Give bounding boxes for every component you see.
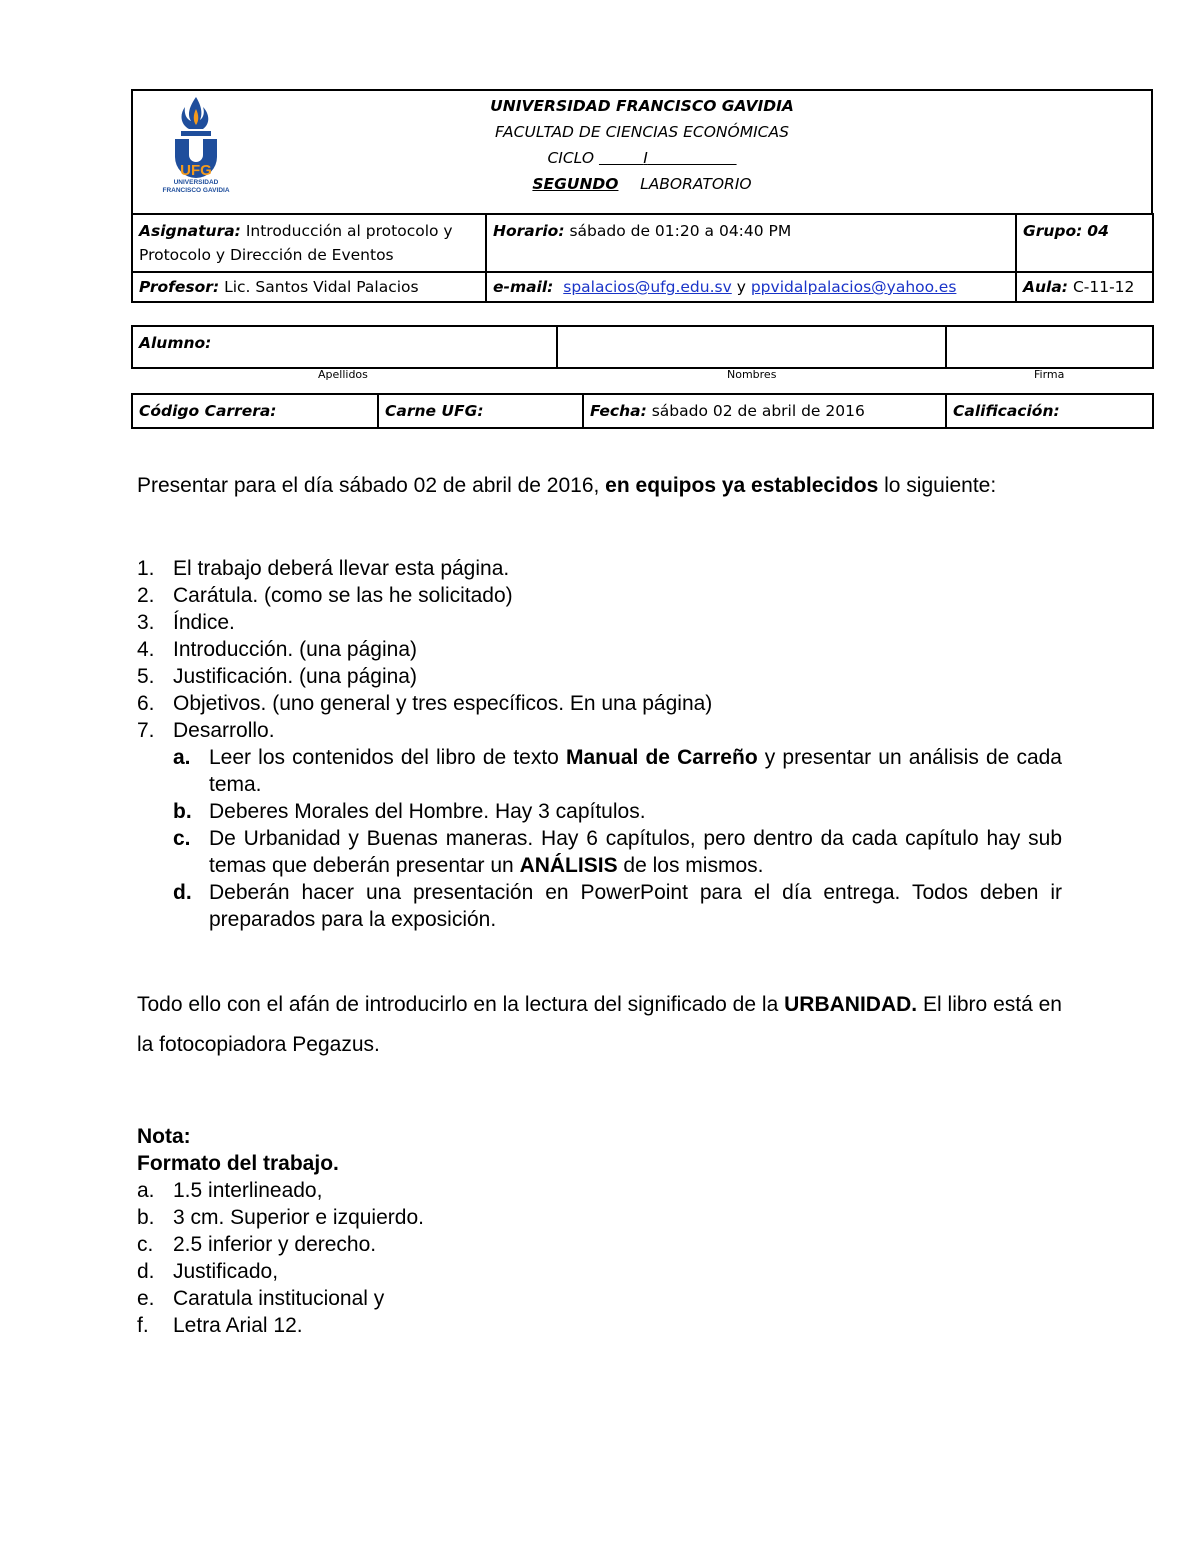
university-name: UNIVERSIDAD FRANCISCO GAVIDIA	[490, 97, 794, 115]
header-box	[131, 89, 1153, 215]
horario-cell: Horario: sábado de 01:20 a 04:40 PM	[486, 214, 1016, 272]
list-item: d. Justificado,	[137, 1260, 279, 1283]
calificacion-cell: Calificación:	[946, 394, 1153, 428]
course-info-table	[131, 213, 1154, 303]
student-code-table	[131, 393, 1154, 429]
email-cell: e-mail: spalacios@ufg.edu.sv y ppvidalpalacios@yahoo.es	[486, 272, 1016, 302]
student-name-table	[131, 325, 1154, 369]
carne-cell: Carne UFG:	[378, 394, 583, 428]
development-sublist	[173, 744, 1062, 933]
sublist-item: a. Leer los contenidos del libro de texto Manual de Carreño y presentar un análisis de cada tema.	[173, 746, 1062, 796]
firma-cell	[946, 326, 1153, 368]
closing-paragraph: Todo ello con el afán de introducirlo en la lectura del significado de la URBANIDAD. El libro está en la fotocopiadora Pegazus.	[137, 993, 1062, 1056]
lab-title	[133, 175, 1151, 193]
list-item: 2. Carátula. (como se las he solicitado)	[137, 584, 513, 607]
firma-label: Firma	[1034, 368, 1065, 381]
lab-word2: LABORATORIO	[640, 175, 752, 193]
list-item: b. 3 cm. Superior e izquierdo.	[137, 1206, 424, 1229]
aula-cell: Aula: C-11-12	[1016, 272, 1153, 302]
fecha-cell: Fecha: sábado 02 de abril de 2016	[583, 394, 946, 428]
requirements-list	[137, 555, 1062, 933]
nota-section	[137, 1123, 1062, 1177]
grupo-cell: Grupo: 04	[1016, 214, 1153, 272]
list-item: 7. Desarrollo. a. Leer los contenidos del libro de texto Manual de Carreño y presentar un análisis de cada tema. b. Deberes Morales del Hombre. Hay 3 capítulos. c. De Urbanidad y Buenas maneras. Hay 6 capítulos, pero dentro da cada capítulo hay sub temas que deberán presentar un ANÁLISIS de los mismos. d. Deberán hacer una presentación en PowerPoint para el día entrega. Todos deben ir preparados para la exposición.	[137, 719, 1062, 931]
faculty-name: FACULTAD DE CIENCIAS ECONÓMICAS	[495, 123, 789, 141]
logo-line2: FRANCISCO GAVIDIA	[162, 187, 230, 194]
list-item: f. Letra Arial 12.	[137, 1314, 303, 1337]
sublist-item: b. Deberes Morales del Hombre. Hay 3 capítulos.	[173, 800, 646, 823]
cycle-label: CICLO	[547, 149, 595, 167]
list-item: c. 2.5 inferior y derecho.	[137, 1233, 377, 1256]
apellidos-label: Apellidos	[318, 368, 368, 381]
nota-heading: Nota:	[137, 1125, 191, 1148]
list-item: 5. Justificación. (una página)	[137, 665, 417, 688]
sublist-item: d. Deberán hacer una presentación en PowerPoint para el día entrega. Todos deben ir preparados para la exposición.	[173, 881, 1062, 931]
asignatura-cell: Asignatura: Introducción al protocolo y Protocolo y Dirección de Eventos	[132, 214, 486, 272]
format-list	[137, 1177, 424, 1339]
list-item: 1. El trabajo deberá llevar esta página.	[137, 557, 510, 580]
sublist-item: c. De Urbanidad y Buenas maneras. Hay 6 capítulos, pero dentro da cada capítulo hay sub temas que deberán presentar un ANÁLISIS de los mismos.	[173, 827, 1062, 877]
intro-paragraph: Presentar para el día sábado 02 de abril de 2016, en equipos ya establecidos lo siguiente:	[137, 474, 997, 497]
list-item: 3. Índice.	[137, 611, 235, 634]
nombres-cell	[557, 326, 946, 368]
email-link-1[interactable]: spalacios@ufg.edu.sv	[563, 278, 732, 296]
formato-heading: Formato del trabajo.	[137, 1152, 339, 1175]
list-item: a. 1.5 interlineado,	[137, 1179, 323, 1202]
list-item: e. Caratula institucional y	[137, 1287, 385, 1310]
alumno-cell: Alumno:	[132, 326, 557, 368]
codigo-cell: Código Carrera:	[132, 394, 378, 428]
profesor-cell: Profesor: Lic. Santos Vidal Palacios	[132, 272, 486, 302]
email-link-2[interactable]: ppvidalpalacios@yahoo.es	[750, 278, 957, 296]
cycle-line	[133, 149, 1151, 167]
cycle-value: I	[643, 149, 648, 167]
list-item: 6. Objetivos. (uno general y tres específicos. En una página)	[137, 692, 713, 715]
nombres-label: Nombres	[727, 368, 777, 381]
lab-word1: SEGUNDO	[532, 175, 619, 193]
list-item: 4. Introducción. (una página)	[137, 638, 417, 661]
logo-line1: UNIVERSIDAD	[173, 179, 219, 186]
logo-abbr: UFG	[180, 162, 212, 179]
